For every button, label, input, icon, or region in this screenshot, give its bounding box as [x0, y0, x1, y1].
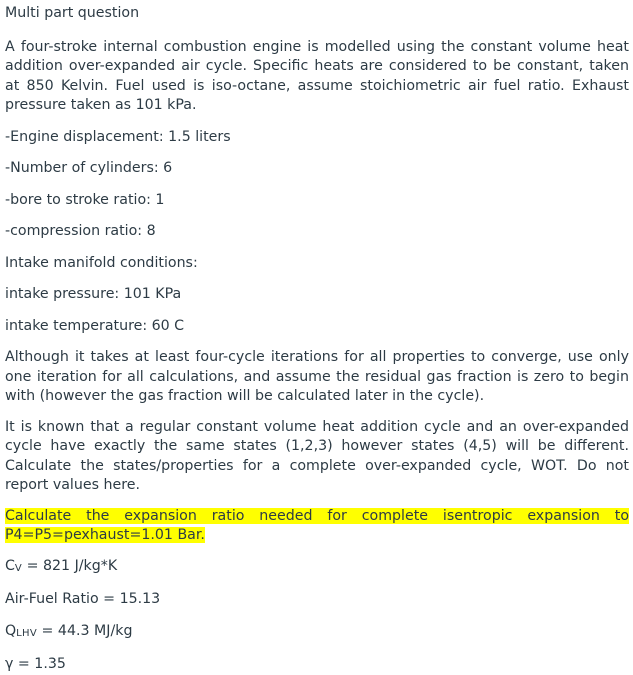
param-displacement: -Engine displacement: 1.5 liters [5, 128, 231, 145]
question-title: Multi part question [5, 5, 140, 21]
cv-subscript: V [14, 562, 23, 574]
intro-paragraph: A four-stroke internal combustion engine is modelled using the constant volume heat addition over-expanded air cycle. Specific heats are considered to be constant, taken at 850 Kelvin. Fuel used is iso-octane, assume stoichiometric air fuel ratio. Exhaust pressure taken as 101 kPa. [5, 38, 629, 113]
given-qlhv [5, 622, 629, 644]
param-compression: -compression ratio: 8 [5, 223, 156, 239]
param-cylinders: -Number of cylinders: 6 [5, 160, 173, 176]
iterations-note: Although it takes at least four-cycle iterations for all properties to converge, use only one iteration for all calculations, and assume the residual gas fraction is zero to begin with (however the gas fraction will be calculated later in the cycle). [5, 349, 629, 404]
intake-heading: Intake manifold conditions: [5, 254, 198, 271]
given-gamma: γ = 1.35 [5, 656, 66, 672]
qlhv-symbol: Q [5, 622, 17, 639]
param-bore-stroke: -bore to stroke ratio: 1 [5, 191, 165, 208]
cv-symbol: C [5, 557, 15, 574]
intake-temperature: intake temperature: 60 C [5, 317, 185, 334]
given-cv [5, 557, 629, 579]
intake-pressure: intake pressure: 101 KPa [5, 286, 182, 302]
states-note: It is known that a regular constant volume heat addition cycle and an over-expanded cycle have exactly the same states (1,2,3) however states (4,5) will be different. Calculate the states/properties for a complete over-expanded cycle, WOT. Do not report values here. [5, 418, 629, 493]
highlighted-question-block [5, 507, 629, 546]
cv-value: = 821 J/kg*K [22, 557, 118, 574]
qlhv-value: = 44.3 MJ/kg [37, 622, 133, 639]
highlighted-question: Calculate the expansion ratio needed for complete isentropic expansion to P4=P5=pexhaust=1.01 Bar. [5, 507, 629, 543]
qlhv-subscript: LHV [16, 627, 38, 639]
given-afr: Air-Fuel Ratio = 15.13 [5, 591, 161, 607]
